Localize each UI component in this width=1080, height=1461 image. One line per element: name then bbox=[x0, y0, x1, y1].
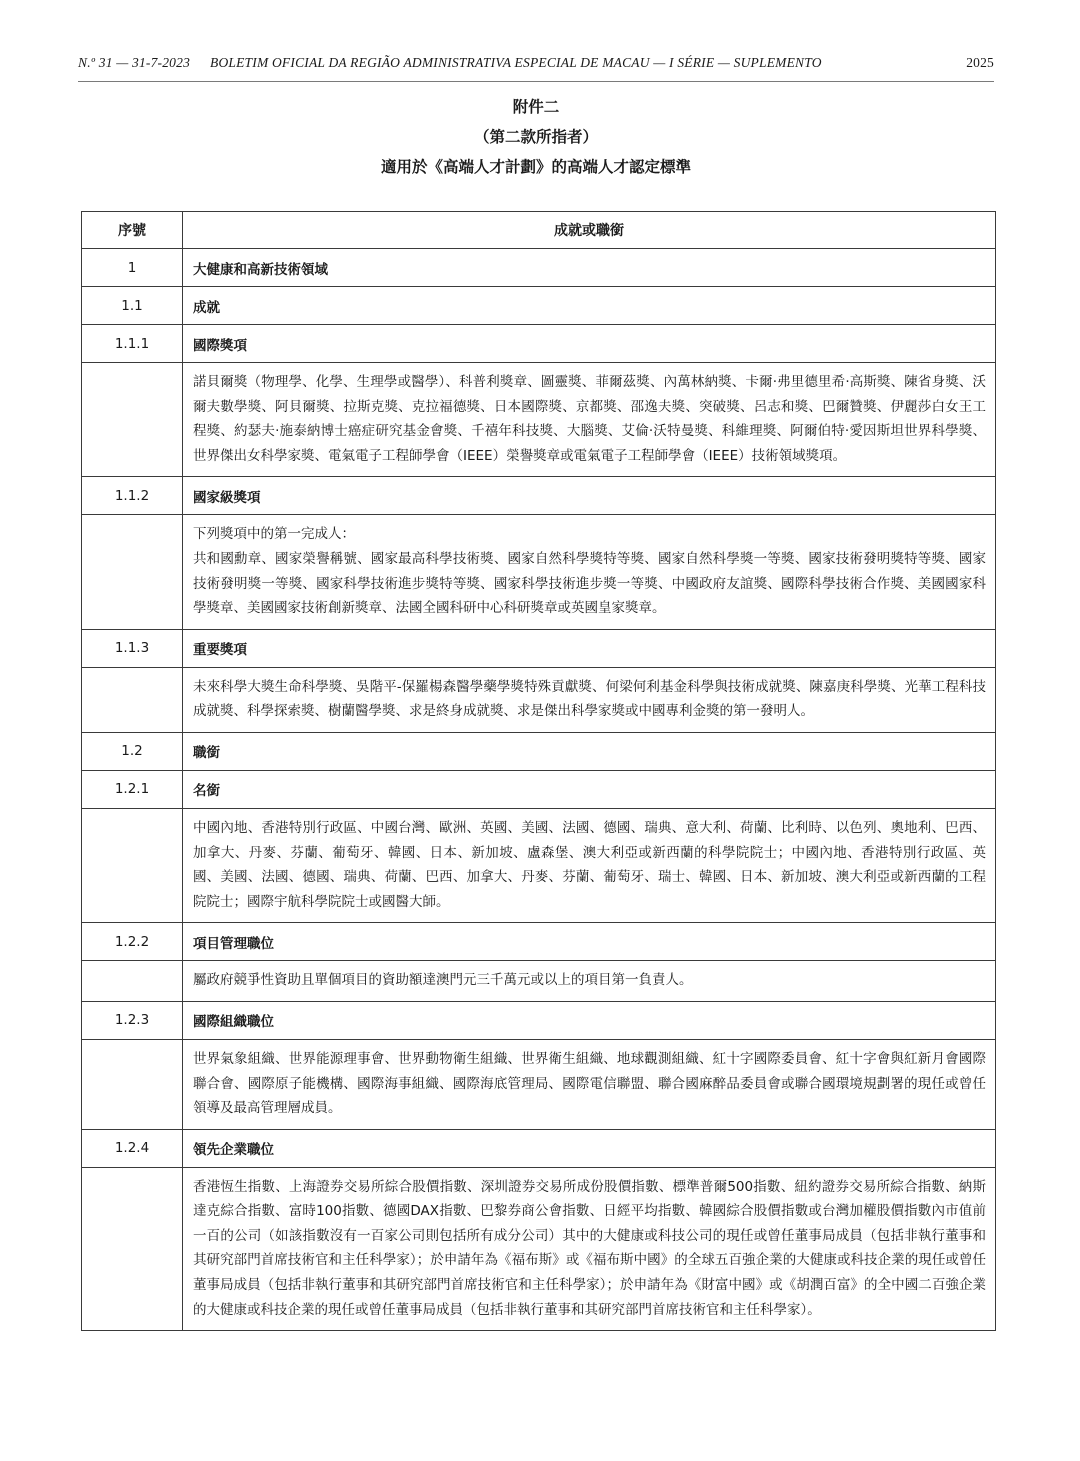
table-row bbox=[82, 667, 996, 732]
row-number: 1.1.1 bbox=[82, 325, 183, 363]
row-description: 香港恆生指數、上海證券交易所綜合股價指數、深圳證券交易所成份股價指數、標準普爾500指數、紐約證券交易所綜合指數、納斯達克綜合指數、富時100指數、德國DAX指數、巴黎券商公會指數、日經平均指數、韓國綜合股價指數或台灣加權股價指數內市值前一百的公司（如該指數沒有一百家公司則包括所有成分公司）其中的大健康或科技公司的現任或曾任董事局成員（包括非執行董事和其研究部門首席技術官和主任科學家）；於申請年為《福布斯》或《福布斯中國》的全球五百強企業的大健康或科技企業的現任或曾任董事局成員（包括非執行董事和其研究部門首席技術官和主任科學家）；於申請年為《財富中國》或《胡潤百富》的全中國二百強企業的大健康或科技企業的現任或曾任董事局成員（包括非執行董事和其研究部門首席技術官和主任科學家）。 bbox=[183, 1167, 996, 1331]
row-number: 1.1.3 bbox=[82, 629, 183, 667]
annex-title-block bbox=[78, 92, 994, 182]
row-description: 諾貝爾獎（物理學、化學、生理學或醫學）、科普利獎章、圖靈獎、菲爾茲獎、內萬林納獎、卡爾·弗里德里希·高斯獎、陳省身獎、沃爾夫數學獎、阿貝爾獎、拉斯克獎、克拉福德獎、日本國際獎、京都獎、邵逸夫獎、突破獎、呂志和獎、巴爾贊獎、伊麗莎白女王工程獎、約瑟夫·施泰納博士癌症研究基金會獎、千禧年科技獎、大腦獎、艾倫·沃特曼獎、科維理獎、阿爾伯特·愛因斯坦世界科學獎、世界傑出女科學家獎、電氣電子工程師學會（IEEE）榮譽獎章或電氣電子工程師學會（IEEE）技術領域獎項。 bbox=[183, 363, 996, 477]
description-body: 共和國勳章、國家榮譽稱號、國家最高科學技術獎、國家自然科學獎特等獎、國家自然科學獎一等獎、國家技術發明獎特等獎、國家技術發明獎一等獎、國家科學技術進步獎特等獎、國家科學技術進步獎一等獎、中國政府友誼獎、國際科學技術合作獎、美國國家科學獎章、美國國家技術創新獎章、法國全國科研中心科研獎章或英國皇家獎章。 bbox=[193, 550, 986, 617]
table-row bbox=[82, 770, 996, 808]
empty-cell bbox=[82, 363, 183, 477]
row-description: 中國內地、香港特別行政區、中國台灣、歐洲、英國、美國、法國、德國、瑞典、意大利、荷蘭、比利時、以色列、奧地利、巴西、加拿大、丹麥、芬蘭、葡萄牙、韓國、日本、新加坡、盧森堡、澳大利亞或新西蘭的科學院院士；中國內地、香港特別行政區、英國、美國、法國、德國、瑞典、荷蘭、巴西、加拿大、丹麥、芬蘭、葡萄牙、瑞士、韓國、日本、新加坡、澳大利亞或新西蘭的工程院院士；國際宇航科學院院士或國醫大師。 bbox=[183, 808, 996, 922]
row-number: 1.2.3 bbox=[82, 1001, 183, 1039]
table-row bbox=[82, 1167, 996, 1331]
row-label: 國際獎項 bbox=[183, 325, 996, 363]
table-row bbox=[82, 961, 996, 1002]
table-row bbox=[82, 923, 996, 961]
table-row bbox=[82, 287, 996, 325]
table-row bbox=[82, 363, 996, 477]
row-number: 1.2 bbox=[82, 732, 183, 770]
table-row bbox=[82, 1039, 996, 1129]
row-description: 世界氣象組織、世界能源理事會、世界動物衛生組織、世界衛生組織、地球觀測組織、紅十字國際委員會、紅十字會與紅新月會國際聯合會、國際原子能機構、國際海事組織、國際海底管理局、國際電信聯盟、聯合國麻醉品委員會或聯合國環境規劃署的現任或曾任領導及最高管理層成員。 bbox=[183, 1039, 996, 1129]
bulletin-title: BOLETIM OFICIAL DA REGIÃO ADMINISTRATIVA ESPECIAL DE MACAU — I SÉRIE — SUPLEMENTO bbox=[210, 55, 822, 70]
empty-cell bbox=[82, 667, 183, 732]
column-header-number: 序號 bbox=[82, 212, 183, 249]
row-number: 1 bbox=[82, 249, 183, 287]
row-description: 屬政府競爭性資助且單個項目的資助額達澳門元三千萬元或以上的項目第一負責人。 bbox=[183, 961, 996, 1002]
criteria-table bbox=[81, 211, 996, 1331]
row-number: 1.2.1 bbox=[82, 770, 183, 808]
empty-cell bbox=[82, 1167, 183, 1331]
row-description bbox=[183, 515, 996, 629]
table-row bbox=[82, 1001, 996, 1039]
annex-reference: （第二款所指者） bbox=[473, 128, 598, 146]
table-row bbox=[82, 477, 996, 515]
table-row bbox=[82, 1129, 996, 1167]
row-number: 1.2.4 bbox=[82, 1129, 183, 1167]
running-header bbox=[78, 55, 994, 75]
empty-cell bbox=[82, 1039, 183, 1129]
annex-heading: 適用於《高端人才計劃》的高端人才認定標準 bbox=[380, 158, 691, 176]
row-label: 重要獎項 bbox=[183, 629, 996, 667]
row-label: 職銜 bbox=[183, 732, 996, 770]
row-label: 成就 bbox=[183, 287, 996, 325]
table-row bbox=[82, 249, 996, 287]
row-number: 1.2.2 bbox=[82, 923, 183, 961]
table-row bbox=[82, 629, 996, 667]
table-row bbox=[82, 325, 996, 363]
row-number: 1.1.2 bbox=[82, 477, 183, 515]
empty-cell bbox=[82, 808, 183, 922]
table-row bbox=[82, 732, 996, 770]
row-label: 國家級獎項 bbox=[183, 477, 996, 515]
empty-cell bbox=[82, 961, 183, 1002]
empty-cell bbox=[82, 515, 183, 629]
row-label: 名銜 bbox=[183, 770, 996, 808]
table-row bbox=[82, 808, 996, 922]
table-header-row bbox=[82, 212, 996, 249]
row-label: 項目管理職位 bbox=[183, 923, 996, 961]
header-divider bbox=[78, 81, 994, 82]
row-number: 1.1 bbox=[82, 287, 183, 325]
row-label: 領先企業職位 bbox=[183, 1129, 996, 1167]
table-row bbox=[82, 515, 996, 629]
row-label: 國際組織職位 bbox=[183, 1001, 996, 1039]
issue-number-date: N.º 31 — 31-7-2023 bbox=[78, 55, 191, 70]
column-header-description: 成就或職銜 bbox=[183, 212, 996, 249]
row-label: 大健康和高新技術領域 bbox=[183, 249, 996, 287]
description-intro: 下列獎項中的第一完成人： bbox=[193, 526, 355, 543]
page-number: 2025 bbox=[966, 55, 994, 70]
annex-label: 附件二 bbox=[512, 98, 560, 116]
row-description: 未來科學大獎生命科學獎、吳階平-保羅楊森醫學藥學獎特殊貢獻獎、何梁何利基金科學與技術成就獎、陳嘉庚科學獎、光華工程科技成就獎、科學探索獎、樹蘭醫學獎、求是終身成就獎、求是傑出科學家獎或中國專利金獎的第一發明人。 bbox=[183, 667, 996, 732]
